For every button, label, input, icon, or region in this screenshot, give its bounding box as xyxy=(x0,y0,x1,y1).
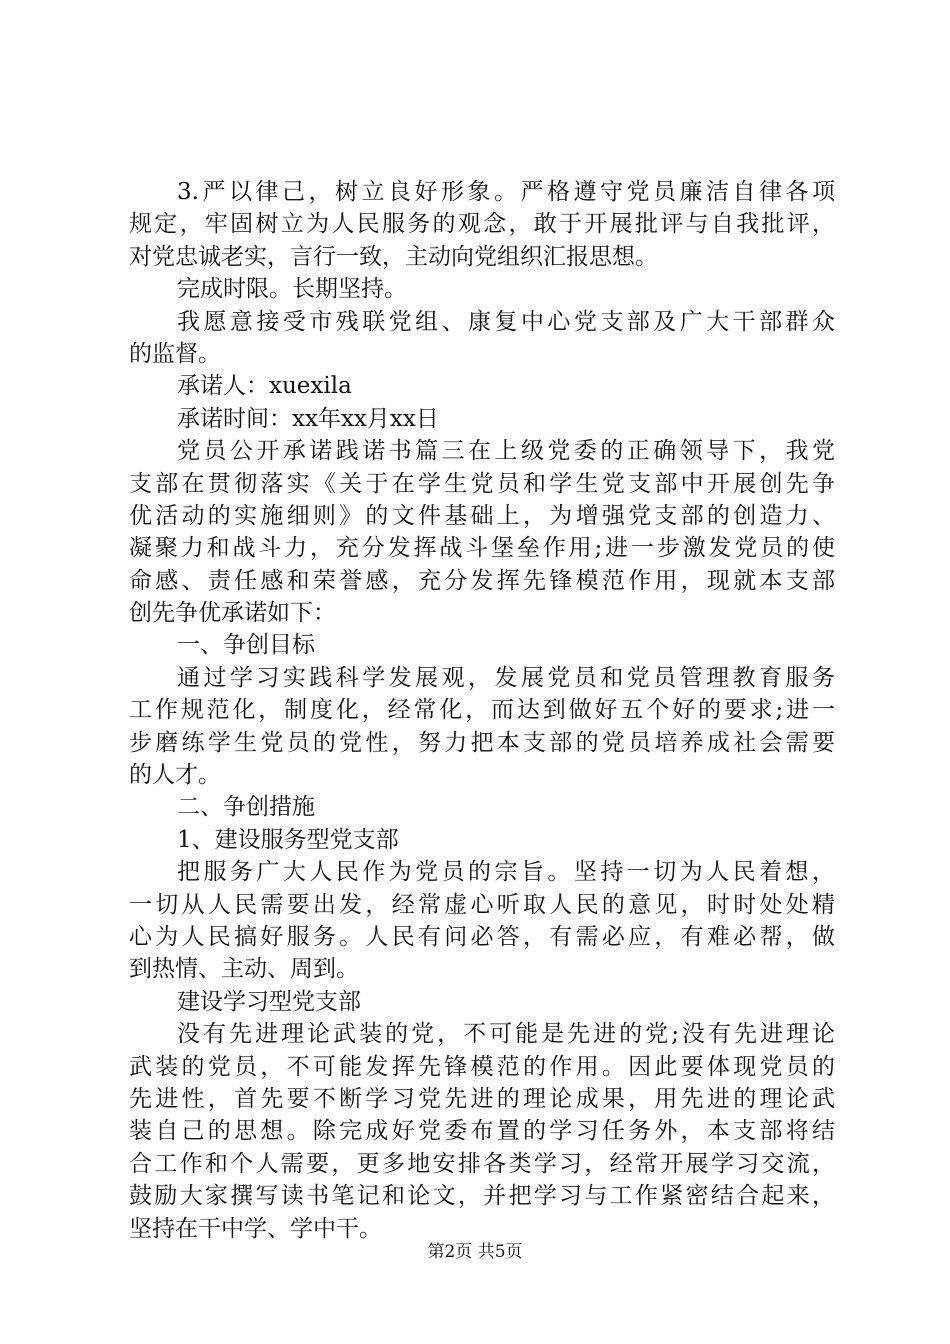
text-line: 党员公开承诺践诺书篇三在上级党委的正确领导下，我党 xyxy=(177,438,835,465)
text-line: 到热情、主动、周到。 xyxy=(129,956,359,983)
text-line: 规定，牢固树立为人民服务的观念，敢于开展批评与自我批评， xyxy=(129,211,835,238)
text-line: 命感、责任感和荣誉感，充分发挥先锋模范作用，现就本支部 xyxy=(129,567,835,594)
text-line: 心为人民搞好服务。人民有问必答，有需必应，有难必帮，做 xyxy=(129,923,835,950)
text-line: 鼓励大家撰写读书笔记和论文，并把学习与工作紧密结合起来， xyxy=(129,1183,835,1210)
text-line: 一、争创目标 xyxy=(177,632,315,659)
document-body xyxy=(129,176,835,1245)
text-line: 步磨练学生党员的党性，努力把本支部的党员培养成社会需要 xyxy=(129,729,835,756)
text-line: 支部在贯彻落实《关于在学生党员和学生党支部中开展创先争 xyxy=(129,470,835,497)
text-line: 通过学习实践科学发展观，发展党员和党员管理教育服务 xyxy=(177,664,835,691)
text-line: 承诺时间：xx年xx月xx日 xyxy=(177,405,439,432)
text-line: 坚持在干中学、学中干。 xyxy=(129,1215,382,1242)
text-line: 装自己的思想。除完成好党委布置的学习任务外，本支部将结 xyxy=(129,1118,835,1145)
text-line: 承诺人：xuexila xyxy=(177,373,352,400)
page-number-footer: 第2页 共5页 xyxy=(427,1242,523,1262)
text-line: 我愿意接受市残联党组、康复中心党支部及广大干部群众 xyxy=(177,308,835,335)
text-line: 没有先进理论武装的党，不可能是先进的党;没有先进理论 xyxy=(177,1021,835,1048)
text-line: 的人才。 xyxy=(129,762,221,789)
text-line: 优活动的实施细则》的文件基础上，为增强党支部的创造力、 xyxy=(129,502,835,529)
text-line: 建设学习型党支部 xyxy=(177,988,361,1015)
text-line: 凝聚力和战斗力，充分发挥战斗堡垒作用;进一步激发党员的使 xyxy=(129,535,835,562)
text-line: 合工作和个人需要，更多地安排各类学习，经常开展学习交流， xyxy=(129,1150,835,1177)
text-line: 武装的党员，不可能发挥先锋模范的作用。因此要体现党员的 xyxy=(129,1053,835,1080)
text-line: 工作规范化，制度化，经常化，而达到做好五个好的要求;进一 xyxy=(129,697,835,724)
text-line: 1、建设服务型党支部 xyxy=(177,826,399,853)
text-line: 二、争创措施 xyxy=(177,794,315,821)
text-line: 一切从人民需要出发，经常虚心听取人民的意见，时时处处精 xyxy=(129,891,835,918)
text-line: 完成时限。长期坚持。 xyxy=(177,276,407,303)
text-line: 3.严以律己，树立良好形象。严格遵守党员廉洁自律各项 xyxy=(177,179,835,205)
text-line: 把服务广大人民作为党员的宗旨。坚持一切为人民着想， xyxy=(177,859,835,886)
text-line: 先进性，首先要不断学习党先进的理论成果，用先进的理论武 xyxy=(129,1085,835,1112)
text-line: 对党忠诚老实，言行一致，主动向党组织汇报思想。 xyxy=(129,243,658,270)
text-line: 创先争优承诺如下： xyxy=(129,600,336,627)
text-line: 的监督。 xyxy=(129,340,221,367)
